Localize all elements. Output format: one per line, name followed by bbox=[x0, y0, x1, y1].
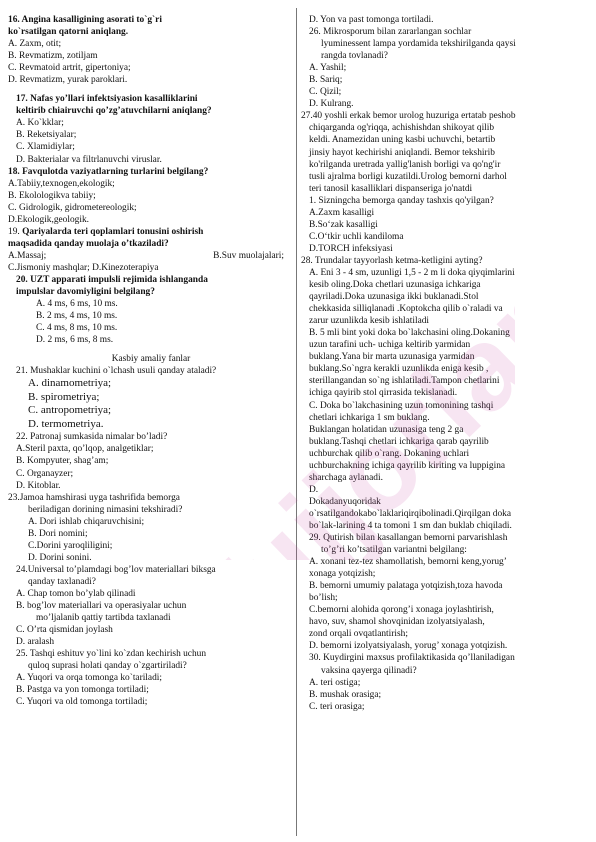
question-text: 27.40 yoshli erkak bemor urolog huzuriga ertatab peshob bbox=[301, 111, 516, 122]
option-a-cont: xonaga yotqizish; bbox=[309, 569, 376, 580]
option-c-cont: Buklangan holatidan uzunasiga teng 2 ga bbox=[309, 424, 464, 435]
option-b-cont: buklang.So`ngra kerakli uzunlikda eniga kesib , bbox=[309, 364, 489, 375]
option-c: C. Yuqori va old tomonga tortiladi; bbox=[16, 697, 148, 708]
option-b: B.Suv muolajalari; bbox=[213, 250, 284, 261]
question-30 bbox=[301, 652, 589, 712]
option-b: B. bog’lov materiallari va operasiyalar uchun bbox=[16, 601, 187, 612]
option-d-cont: Dokadanyuqoridak bbox=[309, 496, 381, 507]
question-21 bbox=[8, 365, 294, 431]
question-25 bbox=[8, 648, 294, 708]
question-22 bbox=[8, 431, 294, 491]
question-title: 21. Mushaklar kuchini o`lchash usuli qanday ataladi? bbox=[16, 366, 217, 377]
option-b-cont: sterillangandan so`ng ishlatiladi.Tampon chetlarini bbox=[309, 376, 500, 387]
option-b-cont: ichiga qayirib stol qirrasida tekislanadi. bbox=[309, 388, 458, 399]
option-d: D. Kitoblar. bbox=[16, 480, 61, 491]
question-text: Qariyalarda teri qoplamlari tonusini oshirish bbox=[22, 226, 204, 237]
question-number: 19. bbox=[8, 226, 23, 237]
question-title: ko`rsatilgan qatorni aniqlang. bbox=[8, 27, 129, 38]
question-title: 30. Kuydirgini maxsus profilaktikasida qo’llaniladigan bbox=[309, 653, 515, 664]
option-c: C. Revmatoid artrit, gipertoniya; bbox=[8, 63, 131, 74]
question-16 bbox=[8, 14, 294, 86]
question-18 bbox=[8, 166, 294, 226]
question-text: jinsiy hayot kechirishi aniqlandi. Bemor tekshirib bbox=[309, 147, 495, 158]
question-title: 16. Angina kasalligining asorati to`g`ri bbox=[8, 15, 162, 25]
question-title: 18. Favqulotda vaziyatlarning turlarini belgilang? bbox=[8, 166, 209, 177]
option-d: D. Bakterialar va filtrlanuvchi viruslar. bbox=[16, 154, 162, 165]
question-27 bbox=[301, 110, 589, 255]
option-a: A. Eni 3 - 4 sm, uzunligi 1,5 - 2 m li doka qiyqimlarini bbox=[309, 267, 515, 278]
option-c: C. Doka bo`lakchasining uzun tomonining tashqi bbox=[309, 400, 494, 411]
question-24 bbox=[8, 564, 294, 648]
question-title: vaksina qayerga qilinadi? bbox=[321, 665, 417, 676]
question-title: 29. Qutirish bilan kasallangan bemorni parvarishlash bbox=[309, 533, 508, 544]
option-d: D. Revmatizm, yurak paroklari. bbox=[8, 75, 128, 86]
option-c: C. 4 ms, 8 ms, 10 ms. bbox=[36, 323, 118, 334]
question-title: maqsadida qanday muolaja o’tkaziladi? bbox=[8, 238, 169, 249]
option-c: C.O‘tkir uchli kandiloma bbox=[309, 231, 404, 242]
option-b: B. bemorni umumiy palataga yotqizish,toza havoda bbox=[309, 581, 503, 592]
option-c-d: C.Jismoniy mashqlar; D.Kinezoterapiya bbox=[8, 262, 159, 273]
option-c-cont: uchburchak qilib o`rang. Dokaning uchlari bbox=[309, 448, 470, 459]
option-a: A.Zaxm kasalligi bbox=[309, 207, 375, 218]
option-b: B. 2 ms, 4 ms, 10 ms. bbox=[36, 311, 118, 322]
question-title: rangda tovlanadi? bbox=[321, 51, 388, 62]
question-title: quloq suprasi holati qanday o`zgartiriladi? bbox=[28, 661, 187, 672]
question-title: 25. Tashqi eshituv yo`lini ko`zdan kechirish uchun bbox=[16, 649, 207, 660]
option-d: D. bbox=[309, 484, 319, 495]
option-a-cont: zarur uzunlikda kesib ishlatiladi bbox=[309, 316, 430, 327]
question-text: chiqarganda og'riqqa, achishishdan shikoyat qilib bbox=[309, 123, 495, 134]
option-a-cont: kesib oling.Doka chetlari uzunasiga ichkariga bbox=[309, 280, 481, 291]
question-26 bbox=[301, 26, 589, 110]
option-a: A.Steril paxta, qo’lqop, analgetiklar; bbox=[16, 444, 154, 455]
option-a: A. Zaxm, otit; bbox=[8, 39, 62, 50]
question-20 bbox=[8, 274, 294, 346]
option-c-cont: zond orqali ovqatlantirish; bbox=[309, 629, 408, 640]
question-17 bbox=[8, 93, 294, 165]
question-title: 28. Trundalar tayyorlash ketma-ketligini ayting? bbox=[301, 255, 483, 266]
option-c-cont: sharchaga aylanadi. bbox=[309, 472, 383, 483]
question-19 bbox=[8, 226, 294, 274]
option-d: D. termometriya. bbox=[28, 417, 104, 430]
option-a: A. dinamometriya; bbox=[28, 377, 112, 390]
option-b: B. Ekolologikva tabiiy; bbox=[8, 190, 96, 201]
option-c: C. Gidrologik, gidrometereologik; bbox=[8, 202, 137, 213]
question-text: ko'rilganda uretrada yallig'lanish borligi va qo'ng'ir bbox=[309, 159, 501, 170]
option-a: A. teri ostiga; bbox=[309, 677, 361, 688]
option-c: C. teri orasiga; bbox=[309, 701, 365, 712]
option-d: D. aralash bbox=[16, 637, 55, 648]
option-a-cont: qayriladi.Doka uzunasiga ikki buklanadi.Stol bbox=[309, 292, 479, 303]
option-d: D. bemorni izolyatsiyalash, yorug’ xonaga yotqizish. bbox=[309, 641, 508, 652]
option-b: B. Revmatizm, zotiljam bbox=[8, 51, 98, 62]
option-c: C. Qizil; bbox=[309, 87, 342, 98]
option-b: B. 5 mli bint yoki doka bo`lakchasini oling.Dokaning bbox=[309, 328, 510, 339]
question-text: teri tanosil kasalliklari dispanseriga jo'natdi bbox=[309, 183, 473, 194]
option-a: A.Massaj; bbox=[8, 250, 47, 261]
option-a: A.Tabiiy,texnogen,ekologik; bbox=[8, 178, 115, 189]
option-a: A. Chap tomon bo’ylab qilinadi bbox=[16, 588, 136, 599]
section-title: Kasbiy amaliy fanlar bbox=[111, 354, 191, 365]
option-b: B.So‘zak kasalligi bbox=[309, 219, 378, 230]
question-title: keltirib chiairuvchi qo’zg’atuvchilarni aniqlang? bbox=[16, 106, 212, 117]
question-text: keldi. Anamezidan uning kasbi uchuvchi, betartib bbox=[309, 135, 496, 146]
option-c: C. antropometriya; bbox=[28, 404, 112, 417]
option-d: D.TORCH infeksiyasi bbox=[309, 243, 393, 254]
question-23 bbox=[8, 492, 294, 564]
option-a: A. Ko`kklar; bbox=[16, 118, 64, 129]
option-b: B. Sariq; bbox=[309, 75, 343, 86]
question-title: 17. Nafas yo’llari infektsiyasion kasalliklarini bbox=[16, 94, 198, 105]
option-a: A. xonani tez-tez shamollatish, bemorni keng,yorug’ bbox=[309, 557, 507, 568]
question-title: impulslar davomiyligini belgilang? bbox=[16, 287, 155, 298]
question-title: 24.Universal to’plamdagi bog’lov materiallari biksga bbox=[16, 564, 216, 575]
option-c: C. O’rta qismidan joylash bbox=[16, 625, 113, 636]
option-a: A. Yashil; bbox=[309, 63, 347, 74]
option-d: D. Yon va past tomonga tortiladi. bbox=[309, 15, 434, 25]
option-b-cont: uzun tarafini uch- uchiga keltirib yarmidan bbox=[309, 340, 471, 351]
option-d: D. 2 ms, 6 ms, 8 ms. bbox=[36, 335, 114, 346]
option-d-cont: bo`lak-larining 4 ta tomoni 1 sm dan buklab chiqiladi. bbox=[309, 520, 512, 531]
option-b: B. spirometriya; bbox=[28, 390, 100, 403]
question-title: lyuminessent lampa yordamida tekshirilganda qaysi bbox=[321, 39, 516, 50]
left-column bbox=[8, 14, 294, 708]
option-c: C. Xlamidiylar; bbox=[16, 142, 75, 153]
option-c-cont: uchburchakning ichiga qayrilib kiriting va luppigina bbox=[309, 460, 506, 471]
question-title: to’g’ri ko’tsatilgan variantni belgilang: bbox=[321, 545, 467, 556]
question-title: 20. UZT apparati impulsli rejimida ishlanganda bbox=[16, 274, 208, 285]
option-a: A. Dori ishlab chiqaruvchisini; bbox=[28, 516, 145, 527]
column-divider bbox=[296, 8, 297, 836]
option-d: D.Ekologik,geologik. bbox=[8, 214, 89, 225]
option-b: B. Dori nomini; bbox=[28, 528, 88, 539]
option-a-cont: chekkasida silliqlanadi .Koptokcha qilib o`raladi va bbox=[309, 304, 503, 315]
option-a: A. 4 ms, 6 ms, 10 ms. bbox=[36, 299, 118, 310]
option-c: C. Organayzer; bbox=[16, 468, 74, 479]
option-a: A. Yuqori va orqa tomonga ko`tariladi; bbox=[16, 673, 162, 684]
option-row bbox=[8, 250, 294, 262]
option-b: B. mushak orasiga; bbox=[309, 689, 382, 700]
option-b-cont: mo’ljalanib qattiy tartibda taxlanadi bbox=[36, 613, 171, 624]
question-29 bbox=[301, 532, 589, 652]
option-d: D. Kulrang. bbox=[309, 99, 354, 110]
option-c-cont: chetlari ichkariga 1 sm buklang. bbox=[309, 412, 430, 423]
question-title bbox=[8, 226, 294, 238]
option-c-cont: havo, suv, shamol shovqinidan izolyatsiyalash, bbox=[309, 617, 485, 628]
option-c: C.bemorni alohida qorong’i xonaga joylashtirish, bbox=[309, 605, 494, 616]
sub-question: 1. Sizningcha bemorga qanday tashxis qo'yilgan? bbox=[309, 195, 494, 206]
option-d-cont: o`rsatilgandokabo`laklariqirqibolinadi.Qirqilgan doka bbox=[309, 508, 512, 519]
option-b-cont: bo’lish; bbox=[309, 593, 338, 604]
question-title: qanday taxlanadi? bbox=[28, 576, 96, 587]
watermark-text: Tujjorlar bbox=[160, 300, 515, 560]
option-d: D. Dorini sonini. bbox=[28, 552, 92, 563]
option-b: B. Kompyuter, shag’am; bbox=[16, 456, 109, 467]
question-28 bbox=[301, 255, 589, 532]
option-b-cont: buklang.Yana bir marta uzunasiga yarmidan bbox=[309, 352, 475, 363]
question-title: 23.Jamoa hamshirasi uyga tashrifida bemorga bbox=[8, 492, 180, 503]
option-b: B. Reketsiyalar; bbox=[16, 130, 77, 141]
question-title: 22. Patronaj sumkasida nimalar bo’ladi? bbox=[16, 432, 168, 443]
question-title: beriladigan dorining nimasini tekshiradi? bbox=[28, 504, 183, 515]
question-title: 26. Mikrosporum bilan zararlangan sochlar bbox=[309, 27, 472, 38]
option-c: C.Dorini yaroqliligini; bbox=[28, 540, 113, 551]
right-column bbox=[301, 14, 589, 713]
option-b: B. Pastga va yon tomonga tortiladi; bbox=[16, 685, 149, 696]
question-text: tusli ajralma borligi kuzatildi.Urolog bemorni darhol bbox=[309, 171, 507, 182]
option-c-cont: buklang.Tashqi chetlari ichkariga qarab qayrilib bbox=[309, 436, 489, 447]
